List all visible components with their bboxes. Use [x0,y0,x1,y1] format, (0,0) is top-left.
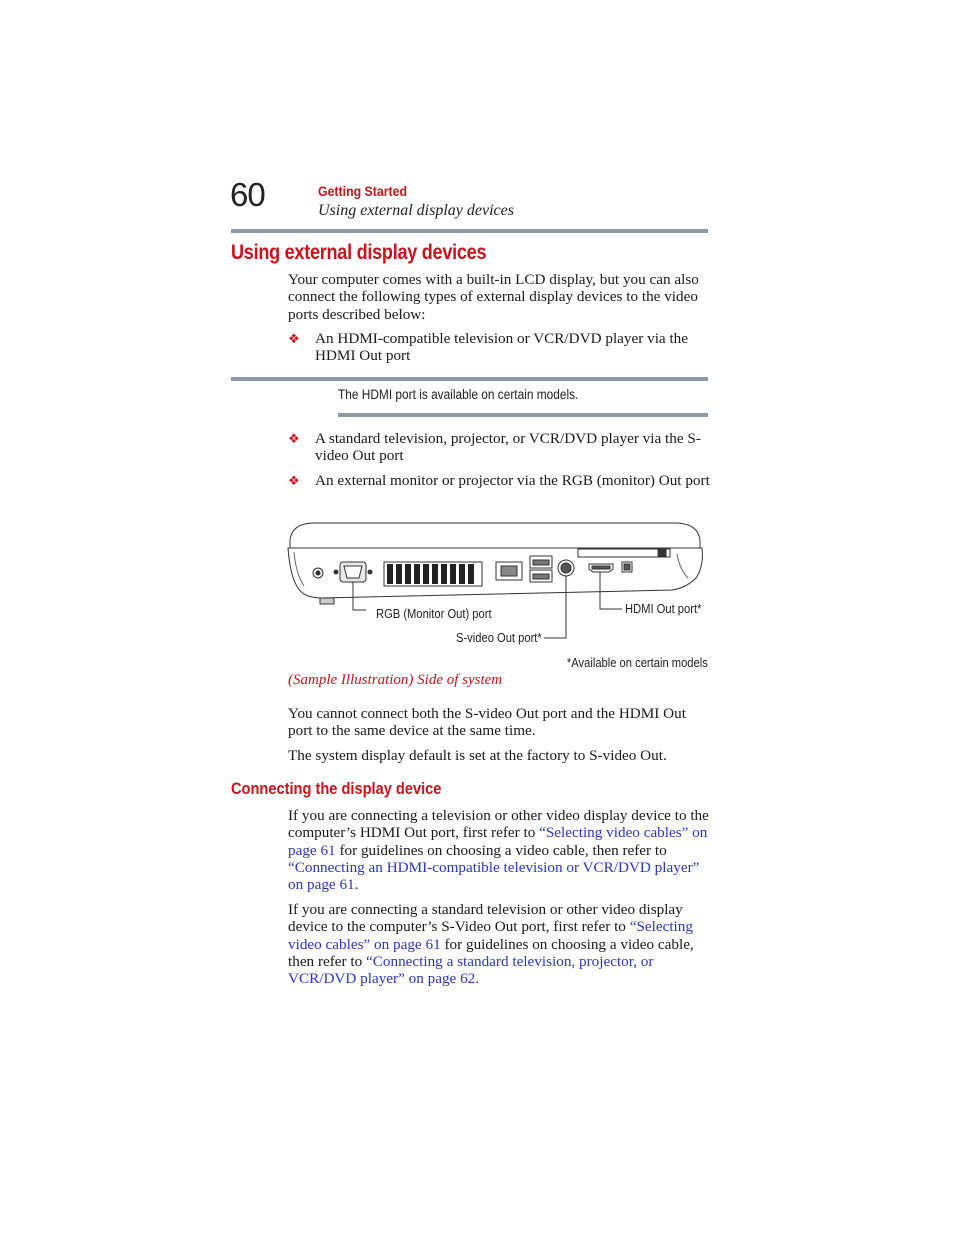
bullet-text: An HDMI-compatible television or VCR/DVD player via the HDMI Out port [315,330,689,365]
paragraph-svideo-connect [288,901,710,987]
hdmi-port-label: HDMI Out port* [625,601,702,616]
section-heading: Using external display devices [231,241,487,264]
subsection-heading: Connecting the display device [231,779,442,798]
paragraph-hdmi-connect [288,807,710,893]
text-run: for guidelines on choosing a video cable, then refer to [288,935,694,970]
bullet-text: An external monitor or projector via the RGB (monitor) Out port [315,472,710,489]
page-number: 60 [230,176,265,213]
bullet-icon: ❖ [288,473,300,488]
note-rule-bottom [338,413,708,417]
link-selecting-video-cables[interactable]: “Selecting video cables” on page 61 [288,824,708,859]
header-rule [231,229,708,233]
bullet-icon: ❖ [288,331,300,346]
paragraph-cannot-connect: You cannot connect both the S-video Out port and the HDMI Out port to the same device at the same time. [288,705,686,740]
paragraph-default: The system display default is set at the factory to S-video Out. [288,747,667,764]
intro-paragraph: Your computer comes with a built-in LCD display, but you can also connect the following types of external display devices to the video ports described below: [288,271,699,323]
link-connecting-hdmi[interactable]: “Connecting an HDMI-compatible television or VCR/DVD player” on page 61 [288,858,700,894]
text-run: If you are connecting a television or other video display device to the computer’s HDMI Out port, first refer to [288,807,709,842]
text-run: . [354,876,359,894]
chapter-title: Getting Started [318,183,407,199]
note-rule-top [231,377,708,381]
bullet-icon: ❖ [288,431,300,446]
bullet-text: A standard television, projector, or VCR/DVD player via the S-video Out port [315,430,701,465]
running-header: Using external display devices [318,202,514,219]
rgb-port-label: RGB (Monitor Out) port [376,606,492,621]
text-run: for guidelines on choosing a video cable, then refer to [335,841,667,859]
laptop-side-illustration [282,518,710,648]
note-text: The HDMI port is available on certain models. [338,387,579,402]
figure-footnote: *Available on certain models [567,655,708,670]
figure-caption: (Sample Illustration) Side of system [288,672,503,688]
link-selecting-video-cables[interactable]: “Selecting video cables” on page 61 [288,918,693,953]
link-connecting-standard-tv[interactable]: “Connecting a standard television, projector, or VCR/DVD player” on page 62. [288,952,654,988]
svideo-port-label: S-video Out port* [456,630,542,645]
text-run: If you are connecting a standard television or other video display device to the computer’s S-Video Out port, first refer to [288,901,683,936]
